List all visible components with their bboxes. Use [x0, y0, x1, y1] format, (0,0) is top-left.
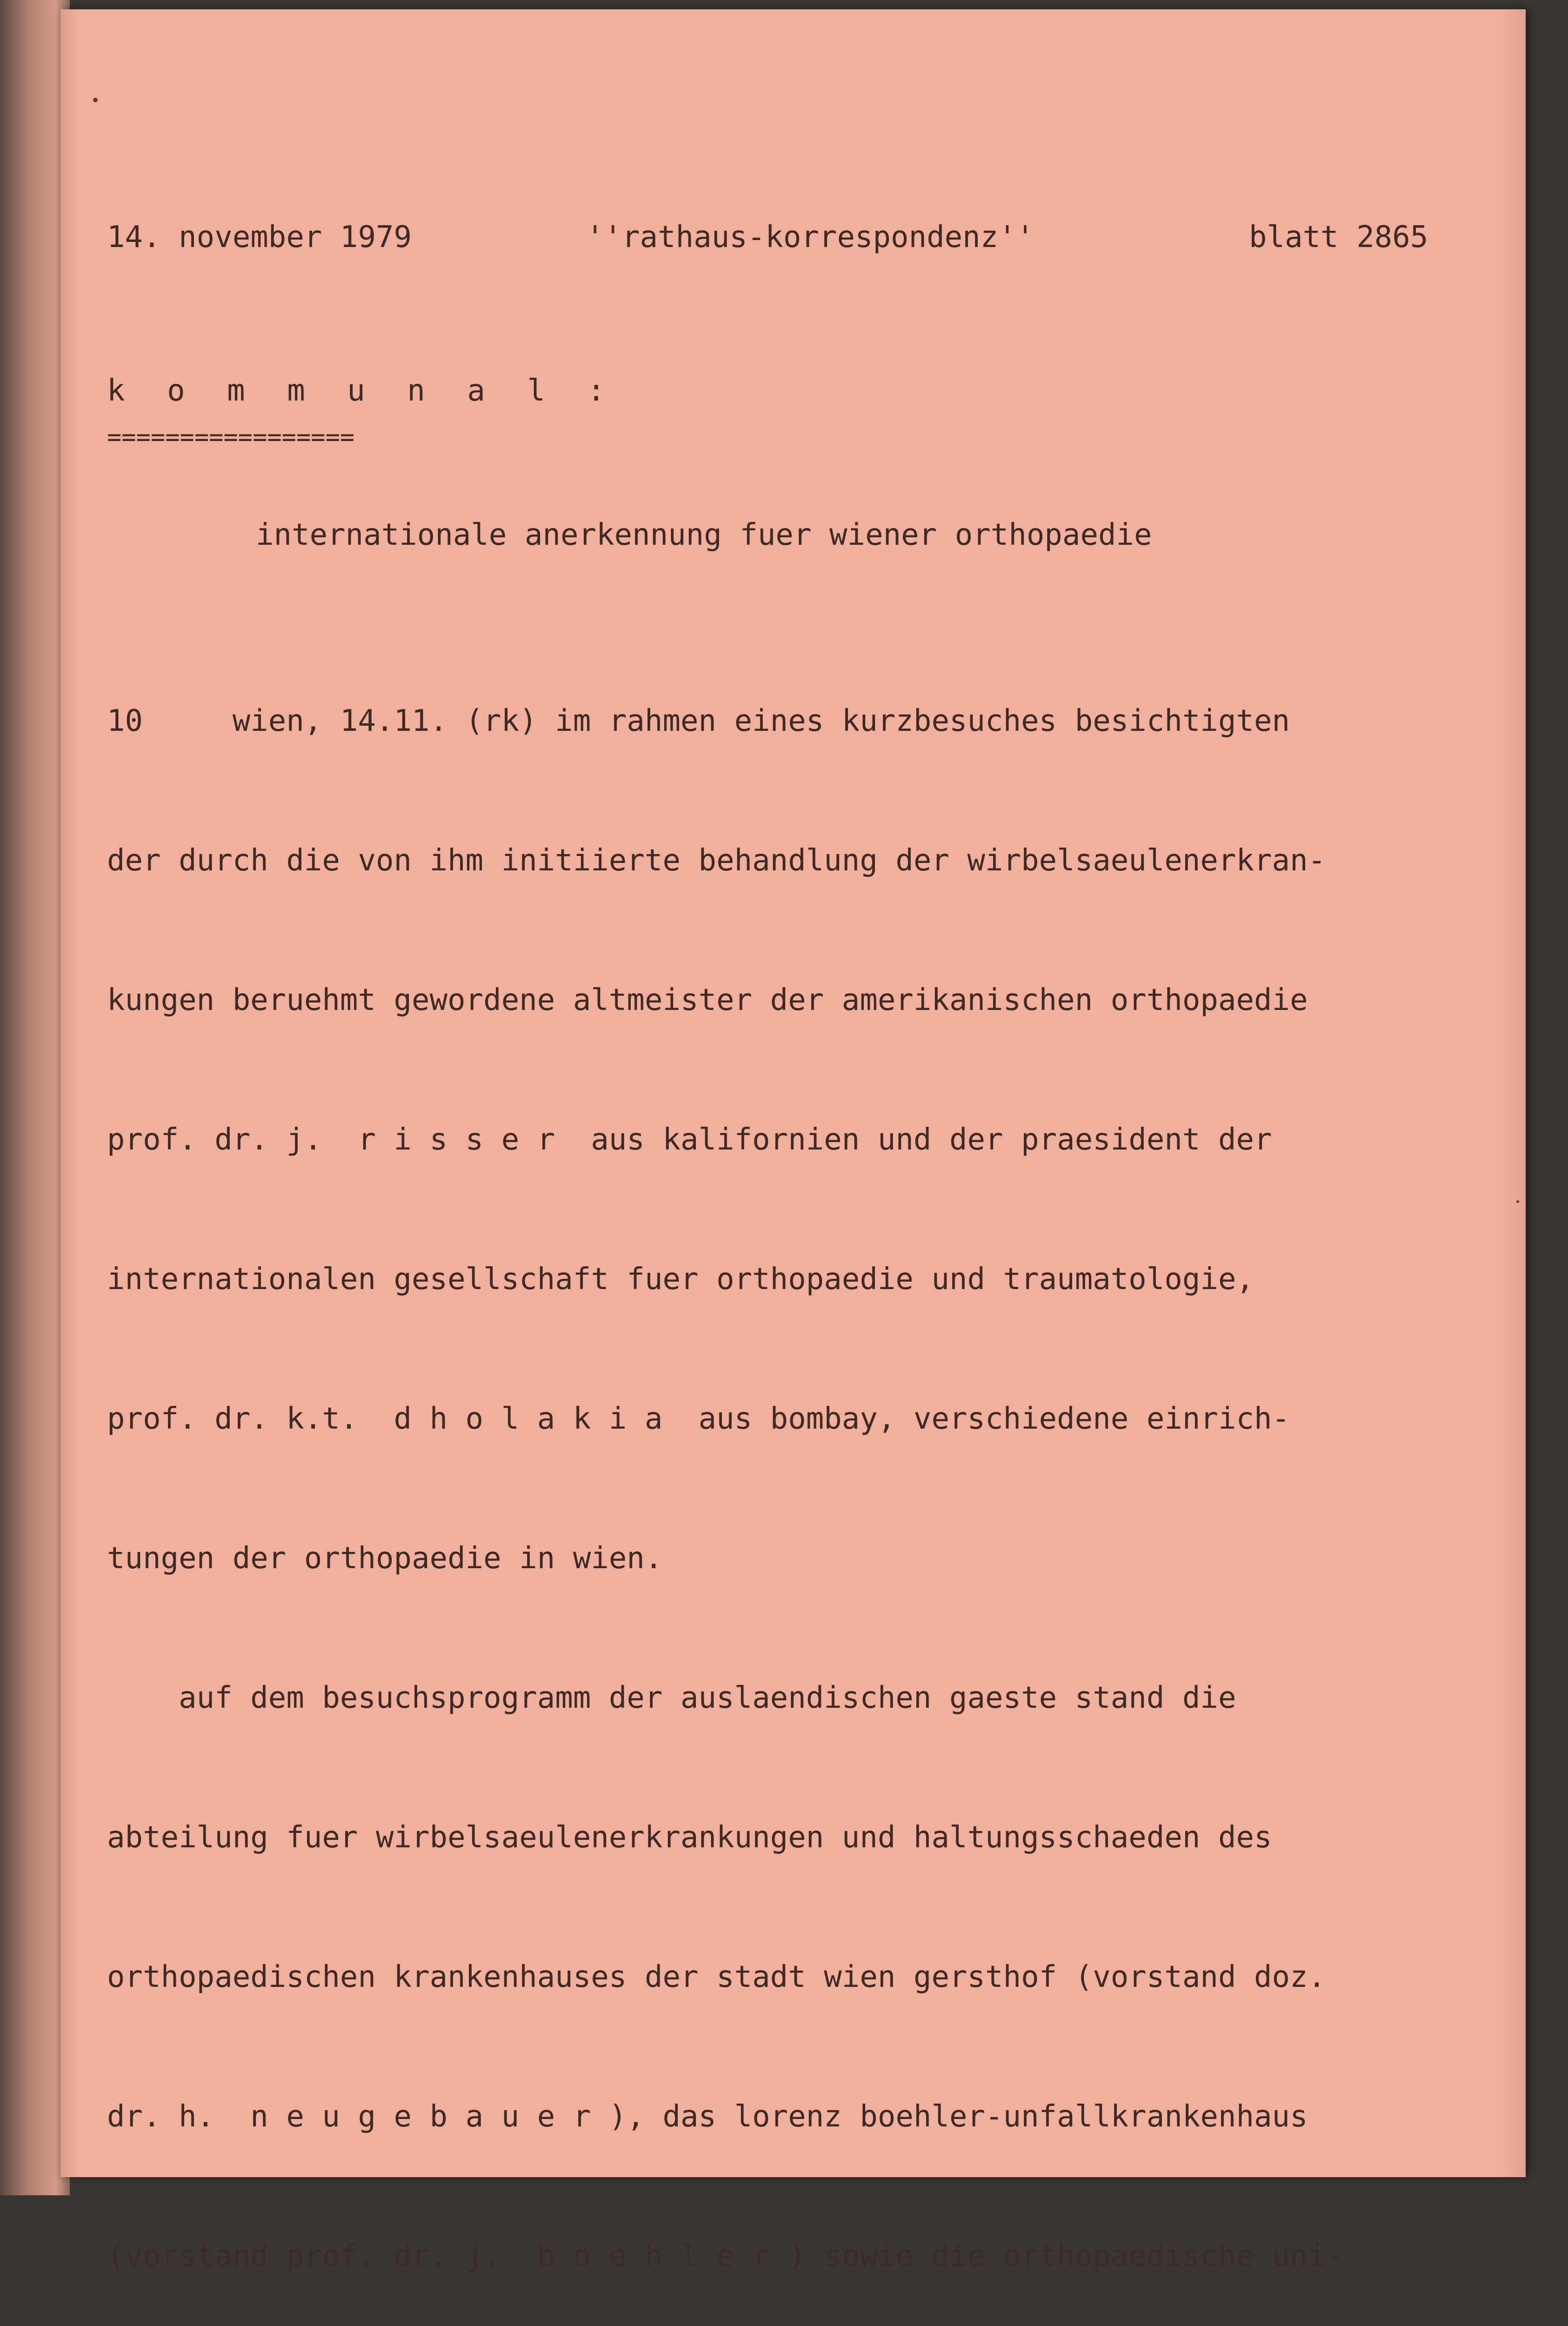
header-date: 14. november 1979: [107, 220, 412, 254]
page-header: [107, 214, 1456, 265]
body-line: abteilung fuer wirbelsaeulenerkrankungen und haltungsschaeden des: [107, 1820, 1272, 1855]
document-page: [60, 9, 1526, 2273]
body-line: prof. dr. j. r i s s e r aus kalifornien und der praesident der: [107, 1123, 1272, 1157]
section-label: k o m m u n a l :: [107, 374, 618, 408]
body-line: der durch die von ihm initiierte behandlung der wirbelsaeulenerkran-: [107, 843, 1326, 878]
article-headline: internationale anerkennung fuer wiener orthopaedie: [256, 518, 1152, 552]
body-line: (vorstand prof. dr. j. b o e h l e r ) sowie die orthopaedische uni-: [107, 2239, 1344, 2273]
body-line: 10 wien, 14.11. (rk) im rahmen eines kurzbesuches besichtigten: [107, 704, 1290, 738]
body-line: tungen der orthopaedie in wien.: [107, 1541, 663, 1576]
body-line: internationalen gesellschaft fuer orthopaedie und traumatologie,: [107, 1262, 1254, 1297]
paper-speck: [1516, 1200, 1519, 1203]
left-page-edge: [0, 0, 70, 2195]
body-line: dr. h. n e u g e b a u e r ), das lorenz boehler-unfallkrankenhaus: [107, 2099, 1308, 2134]
article-body: [107, 605, 1344, 2326]
body-line: prof. dr. k.t. d h o l a k i a aus bombay, verschiedene einrich-: [107, 1402, 1290, 1436]
body-line: orthopaedischen krankenhauses der stadt wien gersthof (vorstand doz.: [107, 1960, 1326, 1994]
body-line: kungen beruehmt gewordene altmeister der amerikanischen orthopaedie: [107, 983, 1308, 1017]
section-underline: =================: [107, 423, 355, 451]
header-sheet-number: blatt 2865: [1249, 220, 1428, 254]
paper-speck: [93, 98, 98, 102]
body-line: auf dem besuchsprogramm der auslaendischen gaeste stand die: [107, 1681, 1236, 1715]
header-publication: ''rathaus-korrespondenz'': [586, 220, 1034, 254]
